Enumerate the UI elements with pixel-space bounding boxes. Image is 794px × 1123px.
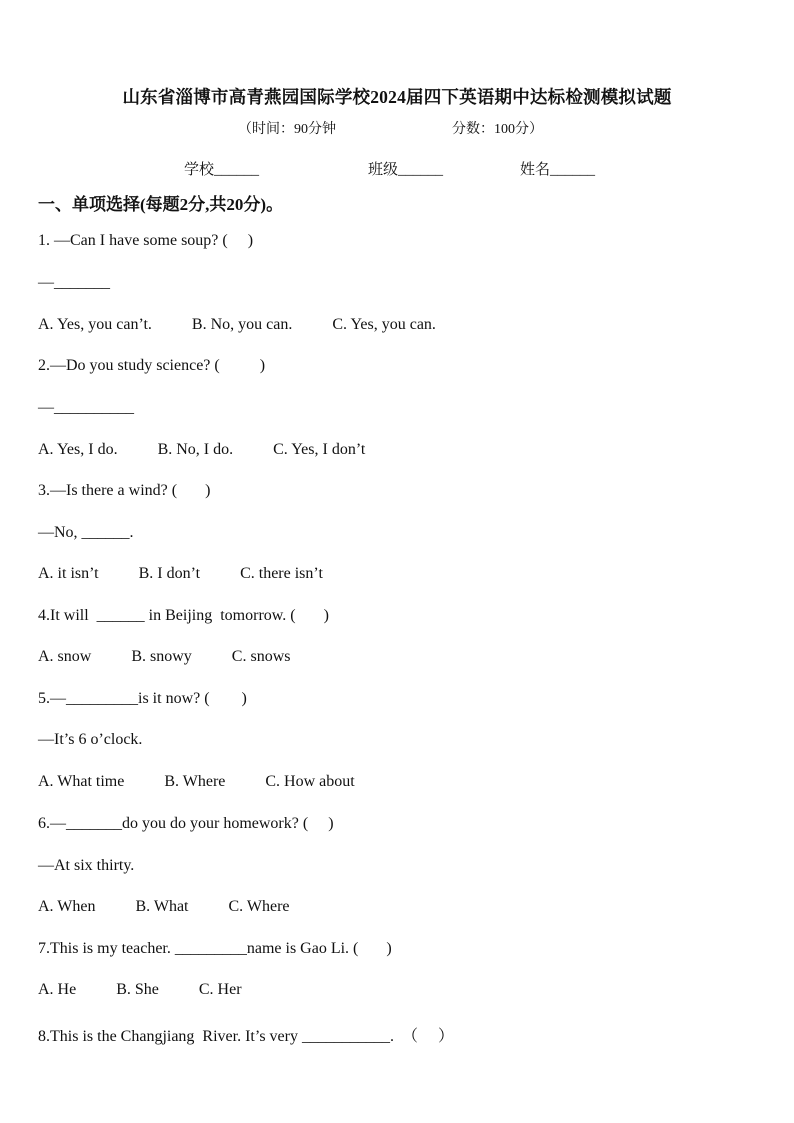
- question-2: 2.—Do you study science? ( ): [38, 357, 266, 374]
- exam-score: 分数：100分）: [452, 122, 543, 137]
- answer-line-1: —_______: [38, 274, 110, 291]
- answer-line-2: —__________: [38, 399, 134, 416]
- question-5: 5.—_________is it now? ( ): [38, 690, 247, 707]
- options-5: A. What time B. Where C. How about: [38, 773, 355, 790]
- name-field[interactable]: 姓名______: [520, 162, 596, 178]
- question-7: 7.This is my teacher. _________name is Gao Li. ( ): [38, 940, 392, 957]
- options-4: A. snow B. snowy C. snows: [38, 648, 291, 665]
- school-field[interactable]: 学校______: [184, 162, 260, 178]
- answer-line-3: —No, ______.: [38, 524, 134, 541]
- exam-title: 山东省淄博市高青燕园国际学校2024届四下英语期中达标检测模拟试题: [122, 87, 672, 107]
- options-3: A. it isn’t B. I don’t C. there isn’t: [38, 565, 323, 582]
- class-field[interactable]: 班级______: [368, 162, 444, 178]
- exam-time: （时间：90分钟: [238, 122, 336, 137]
- question-3: 3.—Is there a wind? ( ): [38, 482, 211, 499]
- question-8: 8.This is the Changjiang River. It’s very ___________. （ ）: [38, 1028, 454, 1045]
- question-4: 4.It will ______ in Beijing tomorrow. ( ): [38, 607, 329, 624]
- options-1: A. Yes, you can’t. B. No, you can. C. Yes, you can.: [38, 316, 436, 333]
- options-6: A. When B. What C. Where: [38, 898, 290, 915]
- question-6: 6.—_______do you do your homework? ( ): [38, 815, 334, 832]
- answer-line-5: —It’s 6 o’clock.: [38, 731, 143, 748]
- options-7: A. He B. She C. Her: [38, 981, 242, 998]
- answer-line-6: —At six thirty.: [38, 857, 135, 874]
- options-2: A. Yes, I do. B. No, I do. C. Yes, I don’t: [38, 441, 366, 458]
- section-heading: 一、单项选择(每题2分,共20分)。: [38, 195, 284, 214]
- question-1: 1. —Can I have some soup? ( ): [38, 232, 254, 249]
